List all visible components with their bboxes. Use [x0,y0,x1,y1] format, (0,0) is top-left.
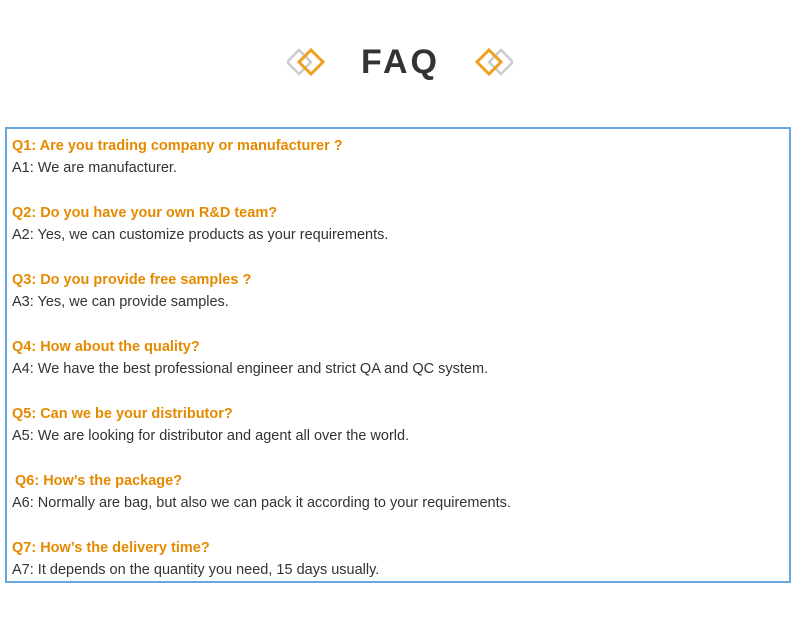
faq-answer: A6: Normally are bag, but also we can pack it according to your requirements. [12,495,511,511]
faq-item [12,405,784,472]
faq-question: Q3: Do you provide free samples ? [12,272,252,288]
faq-question: Q2: Do you have your own R&D team? [12,205,278,221]
faq-list [12,137,784,606]
diamond-ornament-icon [473,46,513,78]
faq-question: Q4: How about the quality? [12,339,200,355]
faq-item [12,338,784,405]
faq-item [12,204,784,271]
faq-item [12,472,784,539]
diamond-ornament-icon [287,46,327,78]
faq-answer: A2: Yes, we can customize products as your requirements. [12,227,389,243]
faq-item [12,271,784,338]
page-title: FAQ [361,42,440,81]
faq-question: Q5: Can we be your distributor? [12,406,233,422]
faq-answer: A3: Yes, we can provide samples. [12,294,229,310]
faq-question: Q6: How’s the package? [15,473,183,489]
faq-item [12,137,784,204]
faq-answer: A7: It depends on the quantity you need, 15 days usually. [12,562,380,578]
faq-question: Q7: How’s the delivery time? [12,540,210,556]
faq-box [5,127,791,583]
faq-question: Q1: Are you trading company or manufacturer ? [12,138,343,154]
faq-header [0,0,800,126]
title-row [287,43,513,82]
faq-answer: A1: We are manufacturer. [12,160,177,176]
faq-answer: A5: We are looking for distributor and agent all over the world. [12,428,410,444]
faq-item [12,539,784,606]
faq-answer: A4: We have the best professional engineer and strict QA and QC system. [12,361,489,377]
